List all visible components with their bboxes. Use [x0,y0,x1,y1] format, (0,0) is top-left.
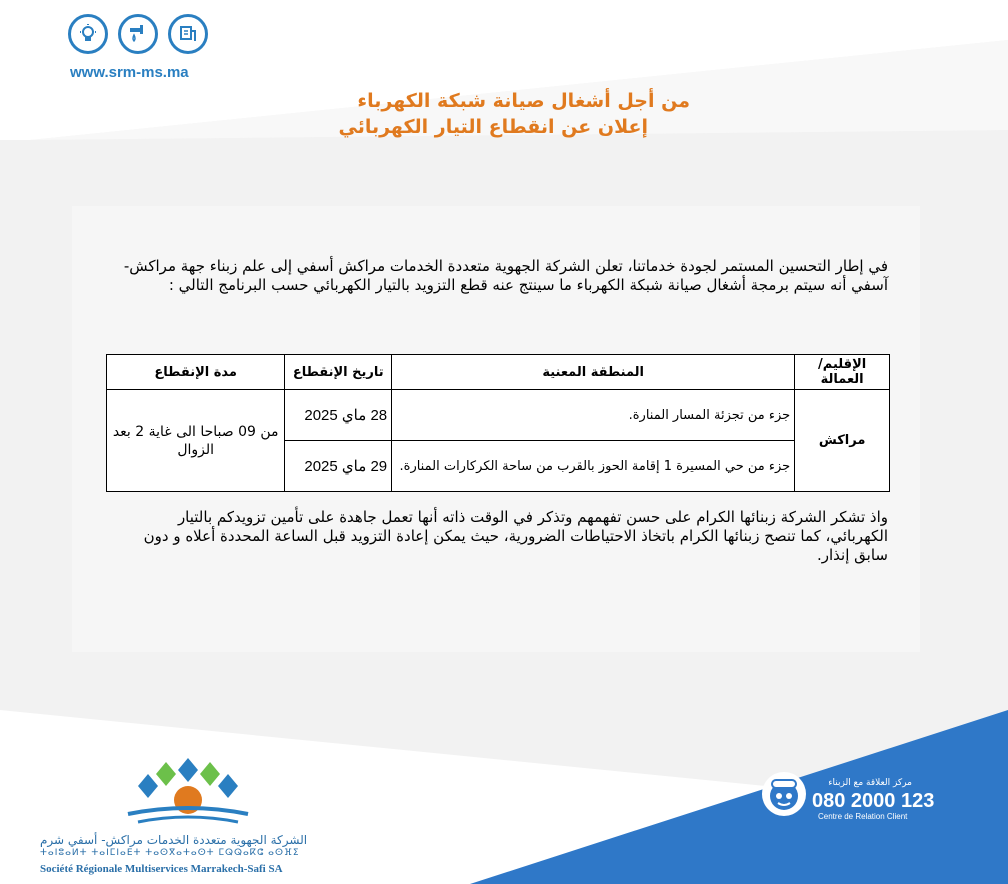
hotline-number[interactable]: 080 2000 123 [812,790,935,812]
header-duration: مدة الإنقطاع [107,355,285,390]
date-cell: 29 ماي 2025 [285,441,392,492]
logo-french-name: Société Régionale Multiservices Marrakech-Safi SA [40,863,283,875]
outage-schedule-table [106,354,890,492]
hotline-label: مركز العلاقة مع الزبناء [828,778,912,788]
zone-cell: جزء من حي المسيرة 1 إقامة الحوز بالقرب من ساحة الكركارات المنارة. [392,441,795,492]
logo-arabic-name: الشركة الجهوية متعددة الخدمات مراكش- أسفي شرم [40,833,308,847]
lightbulb-icon [68,14,108,54]
website-url[interactable]: www.srm-ms.ma [70,64,189,81]
logo-tifinagh-name: ⵜⴰⵏⵓⴰⵍⵜ ⵜⴰⵏⵎⵏⴰⴹⵜ ⵜⴰⵙⴳⴰⵜⴰⵙⵜ ⵎⵕⵕⴰⴽⵛ ⴰⵙⴼⵉ [40,848,300,858]
mascot-icon [760,770,808,818]
zone-cell: جزء من تجزئة المسار المنارة. [392,390,795,441]
company-logo [118,752,258,836]
region-cell: مراكش [795,390,890,492]
service-icons [68,14,208,54]
header-zone: المنطقة المعنية [392,355,795,390]
header-date: تاريخ الإنقطاع [285,355,392,390]
logo-emblem-icon [118,752,258,832]
header-region: الإقليم/العمالة [795,355,890,390]
title-line-2: إعلان عن انقطاع التيار الكهربائي [338,116,648,138]
intro-paragraph: في إطار التحسين المستمر لجودة خدماتنا، تعلن الشركة الجهوية متعددة الخدمات مراكش أسفي إلى علم زبناء جهة مراكش- آسفي أنه سيتم برمجة أشغال صيانة شبكة الكهرباء ما سينتج عنه قطع التزويد بالتيار الكهربائي حسب البرنامج التالي : [123,257,888,294]
title-line-1: من أجل أشغال صيانة شبكة الكهرباء [357,90,690,112]
hotline-french-label: Centre de Relation Client [818,812,908,821]
announcement-titles [250,88,690,140]
hotline-badge [760,770,808,822]
sanitation-icon [168,14,208,54]
closing-paragraph: واذ تشكر الشركة زبنائها الكرام على حسن تفهمهم وتذكر في الوقت ذاته أنها تعمل جاهدة على تأمين تزويدكم بالتيار الكهربائي، كما تنصح زبنائها الكرام باتخاذ الاحتياطات الضرورية، حيث يمكن إعادة التزويد قبل الساعة المحددة أعلاه و دون سابق إنذار. [143,508,888,564]
water-tap-icon [118,14,158,54]
date-cell: 28 ماي 2025 [285,390,392,441]
table-header-row [107,355,890,390]
duration-cell: من 09 صباحا الى غاية 2 بعد الزوال [107,390,285,492]
table-row [107,390,890,441]
